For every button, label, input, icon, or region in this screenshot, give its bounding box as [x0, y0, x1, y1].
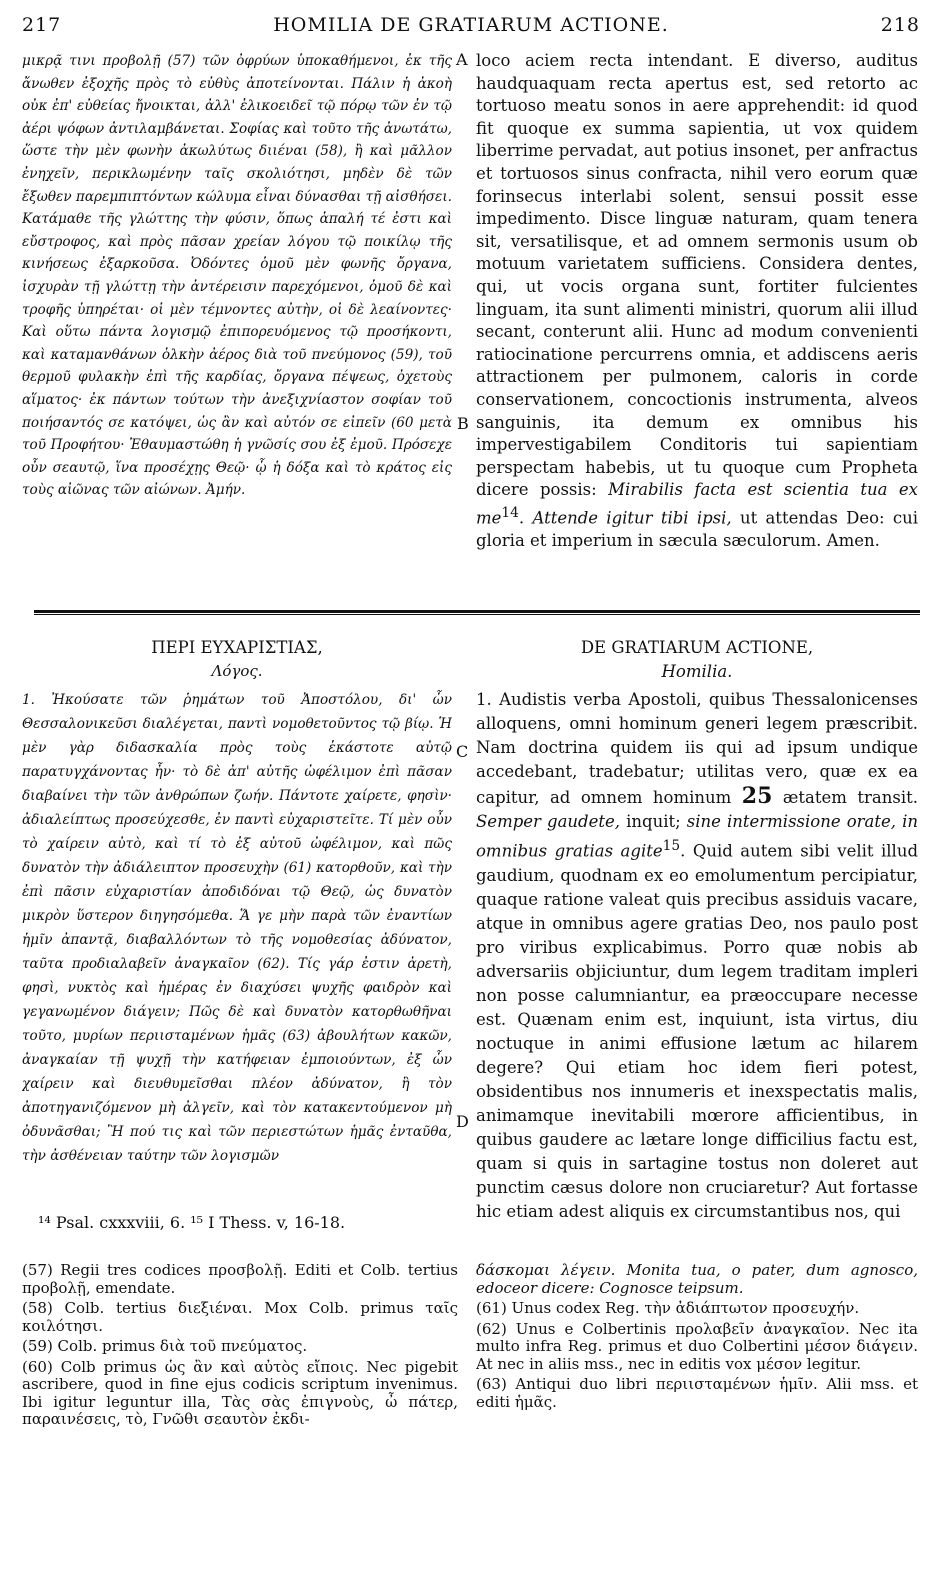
latin-attende: Attende igitur tibi ipsi,: [532, 508, 732, 528]
latin-text-bottom: [476, 688, 918, 1224]
notes-right: [476, 1262, 918, 1414]
footnote-ref-15: 15: [662, 838, 681, 854]
margin-letter-c: C: [456, 742, 469, 761]
running-title: HOMILIA DE GRATIARUM ACTIONE.: [273, 14, 669, 36]
note-63: (63) Antiqui duo libri περιισταμένων ἡμῖν. Alii mss. et editi ἡμᾶς.: [476, 1375, 918, 1411]
latin-sine-intermissione: sine intermissione orate, in omnibus gratias agite: [476, 812, 918, 861]
margin-letter-a: A: [456, 50, 468, 69]
latin-semper-gaudete: Semper gaudete,: [476, 812, 621, 831]
note-60: (60) Colb primus ὡς ἂν καὶ αὐτὸς εἴποις. Nec pigebit ascribere, quod in fine ejus codicis scriptum invenimus. Ibi igitur leguntur illa, Τὰς σὰς ἐπιγνοὺς, ὦ πάτερ, παραινέσεις, τὸ, Γνῶθι σεαυτὸν ἐκδι-: [22, 1357, 458, 1428]
latin-bottom-rest: . Quid autem sibi velit illud gaudium, quodnam ex eo emolumentum percipiatur, quaque ratione valeat quis precibus assiduis vacare, atque in omnibus agere gratias Deo, nos paulo post pro viribus explicabimus. Porro quæ nobis ab adversariis objiciuntur, dum legem traditam impleri non posse calumniantur, ea præoccupare necesse est. Quænam enim est, inquiunt, ista virtus, diu noctuque in animi effusione lætum ac hilarem degere? Qui etiam hoc idem fieri potest, obsidentibus nos innumeris et inexspectatis malis, animamque inevitabili mœrore afficientibus, in quibus gaudere ac lætare longe difficilius factu est, quam si quis in sartagine tostus non doleret aut punctim cæsus dolore non cruciaretur? Aut fortasse hic etiam adest aliquis ex circumstantibus nos, qui: [476, 841, 918, 1221]
latin-top-sep: .: [518, 508, 533, 528]
note-61: (61) Unus codex Reg. τὴν ἀδιάπτωτον προσευχήν.: [476, 1299, 860, 1317]
running-header: [22, 14, 920, 44]
section-divider: [34, 610, 920, 613]
latin-top-body: loco aciem recta intendant. E diverso, auditus haudquaquam recta apertus est, sed retorto ac tortuoso meatu sonos in aere apprehendit: id quod fit quoque ex summa sapientia, ut vox quidem liberrime pervadat, aut potius insonet, per anfractus et tortuosos sinus confracta, nihil vero eorum quæ forinsecus interlabi solent, sensui possit esse impedimento. Disce linguæ naturam, quam tenera sit, versatilisque, et ad omnem sermonis usum ob motuum varietatem sufficiens. Considera dentes, qui, ut vocis organa sunt, fortiter fulcientes linguam, ita sunt alimenti ministri, quorum alii illud secant, conterunt alii. Hunc ad modum convenienti ratiocinatione percurrens omnia, et addiscens aeris attractionem per pulmonem, caloris in corde conservationem, concoctionis instrumenta, alveos sanguinis, ita demum ex omnibus his impervestigabilem Conditoris tui sapientiam perspectam habebis, ut tu quoque cum Propheta dicere possis:: [476, 51, 918, 500]
greek-title: ΠΕΡΙ ΕΥΧΑΡΙΣΤΙΑΣ,: [151, 638, 323, 657]
latin-text-top: [476, 50, 918, 553]
latin-inquit: inquit;: [620, 812, 687, 831]
latin-bottom-cont: ætatem transit.: [772, 788, 918, 807]
latin-top-end: ut attendas Deo: cui gloria et imperium in sæcula sæculorum. Amen.: [476, 508, 918, 550]
greek-text-bottom: 1. Ἠκούσατε τῶν ῥημάτων τοῦ Ἀποστόλου, δι' ὧν Θεσσαλονικεῦσι διαλέγεται, παντὶ νομοθετοῦντος τῷ βίῳ. Ἡ μὲν γὰρ διδασκαλία πρὸς τοὺς ἑκάστοτε αὐτῷ παρατυγχάνοντας ἦν· τὸ δὲ ἀπ' αὐτῆς ὠφέλιμον ἐπὶ πᾶσαν διαβαίνει τὴν τῶν ἀνθρώπων ζωήν. Πάντοτε χαίρετε, φησὶν· ἀδιαλείπτως προσεύχεσθε, ἐν παντὶ εὐχαριστεῖτε. Τί μὲν οὖν τὸ χαίρειν αὐτὸ, καὶ τί τὸ ἐξ αὐτοῦ ὠφέλιμον, καὶ πῶς δυνατὸν τὴν ἀδιάλειπτον προσευχὴν (61) κατορθοῦν, καὶ τὴν ἐπὶ πᾶσιν εὐχαριστίαν ἀποδιδόναι τῷ Θεῷ, ὡς δυνατὸν μικρὸν ὕστερον διηγησόμεθα. Ἅ γε μὴν παρὰ τῶν ἐναντίων ἡμῖν ἀπαντᾷ, διαβαλλόντων τὸ τῆς νομοθεσίας ἀδύνατον, ταῦτα προδιαλαβεῖν ἀναγκαῖον (62). Τίς γάρ ἐστιν ἀρετὴ, φησὶ, νυκτὸς καὶ ἡμέρας ἐν διαχύσει ψυχῆς φαιδρὸν καὶ γεγανωμένον διάγειν; Πῶς δὲ καὶ δυνατὸν κατορθωθῆναι τοῦτο, μυρίων περιισταμένων ἡμᾶς (63) ἀβουλήτων κακῶν, ἀναγκαίαν τῇ ψυχῇ τὴν κατήφειαν ἐμποιούντων, ἐξ ὧν χαίρειν καὶ διευθυμεῖσθαι πλέον ἀδύνατον, ἢ τὸν ἀποτηγανιζόμενον μὴ ἀλγεῖν, καὶ τὸν κατακεντούμενον μὴ ὀδυνᾶσθαι; Ἢ πού τις καὶ τῶν περιεστώτων ἡμᾶς ἐνταῦθα, τὴν ἀσθένειαν ταύτην τῶν λογισμῶν: [22, 692, 452, 1164]
latin-quote: Mirabilis facta est scientia tua ex me: [476, 480, 918, 528]
latin-subtitle: Homilia.: [661, 662, 733, 681]
greek-subtitle: Λόγος.: [211, 662, 263, 680]
page-number-right: 218: [880, 14, 920, 36]
greek-text-top: μικρᾷ τινι προβολῇ (57) τῶν ὀφρύων ὑποκαθήμενοι, ἐκ τῆς ἄνωθεν ἐξοχῆς πρὸς τὸ εὐθὺς ἀποτείνονται. Πάλιν ἡ ἀκοὴ οὐκ ἐπ' εὐθείας ἤνοικται, ἀλλ' ἑλικοειδεῖ τῷ πόρῳ τῶν ἐν τῷ ἀέρι ψόφων ἀντιλαμβάνεται. Σοφίας καὶ τοῦτο τῆς ἀνωτάτω, ὥστε τὴν μὲν φωνὴν ἀκωλύτως διιέναι (58), ἢ καὶ μᾶλλον ἐνηχεῖν, περικλωμένην ταῖς σκολιότησι, μηδὲν δὲ τῶν ἔξωθεν παρεμπιπτόντων κώλυμα εἶναι δύνασθαι τῇ αἰσθήσει. Κατάμαθε τῆς γλώττης τὴν φύσιν, ὅπως ἁπαλή τέ ἐστι καὶ εὔστροφος, καὶ πρὸς πᾶσαν χρείαν λόγου τῷ ποικίλῳ τῆς κινήσεως ἐξαρκοῦσα. Ὀδόντες ὁμοῦ μὲν φωνῆς ὄργανα, ἰσχυρὰν τῇ γλώττῃ τὴν ἀντέρεισιν παρεχόμενοι, ὁμοῦ δὲ καὶ τροφῆς ὑπηρέται· οἱ μὲν τέμνοντες αὐτὴν, οἱ δὲ λεαίνοντες· Καὶ οὕτω πάντα λογισμῷ ἐπιπορευόμενος τῷ προσήκοντι, καὶ καταμανθάνων ὁλκὴν ἀέρος διὰ τοῦ πνεύμονος (59), τοῦ θερμοῦ φυλακὴν ἐπὶ τῆς καρδίας, ὄργανα πέψεως, ὀχετοὺς αἵματος· ἐκ πάντων τούτων τὴν ἀνεξιχνίαστον σοφίαν τοῦ ποιήσαντός σε κατόψει, ὡς ἂν καὶ αὐτόν σε εἰπεῖν (60 μετὰ τοῦ Προφήτου· Ἐθαυμαστώθη ἡ γνῶσίς σου ἐξ ἐμοῦ. Πρόσεχε οὖν σεαυτῷ, ἵνα προσέχῃς Θεῷ· ᾧ ἡ δόξα καὶ τὸ κράτος εἰς τοὺς αἰῶνας τῶν αἰώνων. Ἀμήν.: [22, 53, 452, 499]
page-number-left: 217: [22, 14, 62, 36]
section-divider-thin: [34, 614, 920, 615]
note-62: (62) Unus e Colbertinis προλαβεῖν ἀναγκαῖον. Nec ita multo infra Reg. primus et duo Colbertini μέσον διάγειν. At nec in aliis mss., nec in editis vox μέσον legitur.: [476, 1319, 918, 1373]
column-number-marker: 25: [741, 783, 773, 809]
latin-title: DE GRATIARUM ACTIONE,: [580, 638, 814, 657]
notes-left: [22, 1262, 458, 1432]
note-59: (59) Colb. primus διὰ τοῦ πνεύματος.: [22, 1337, 308, 1355]
margin-letter-b: B: [457, 414, 469, 433]
footnote-ref-14: 14: [501, 504, 519, 521]
scripture-references: ¹⁴ Psal. cxxxviii, 6. ¹⁵ I Thess. v, 16-18.: [38, 1213, 346, 1232]
margin-letter-d: D: [456, 1112, 469, 1131]
note-58: (58) Colb. tertius διεξιέναι. Mox Colb. primus ταῖς κοιλότησι.: [22, 1299, 458, 1335]
note-60-cont: δάσκομαι λέγειν. Monita tua, o pater, dum agnosco, edoceor dicere: Cognosce teipsum.: [476, 1262, 918, 1297]
latin-bottom-start: 1. Audistis verba Apostoli, quibus Thessalonicenses alloquens, omni hominum generi legem præscribit. Nam doctrina quidem iis qui ad ipsum undique accedebant, tradebatur; utilitas vero, quæ ex ea capitur, ad omnem hominum: [476, 690, 918, 807]
note-57: (57) Regii tres codices προσβολῇ. Editi et Colb. tertius προβολῇ, emendate.: [22, 1262, 458, 1297]
